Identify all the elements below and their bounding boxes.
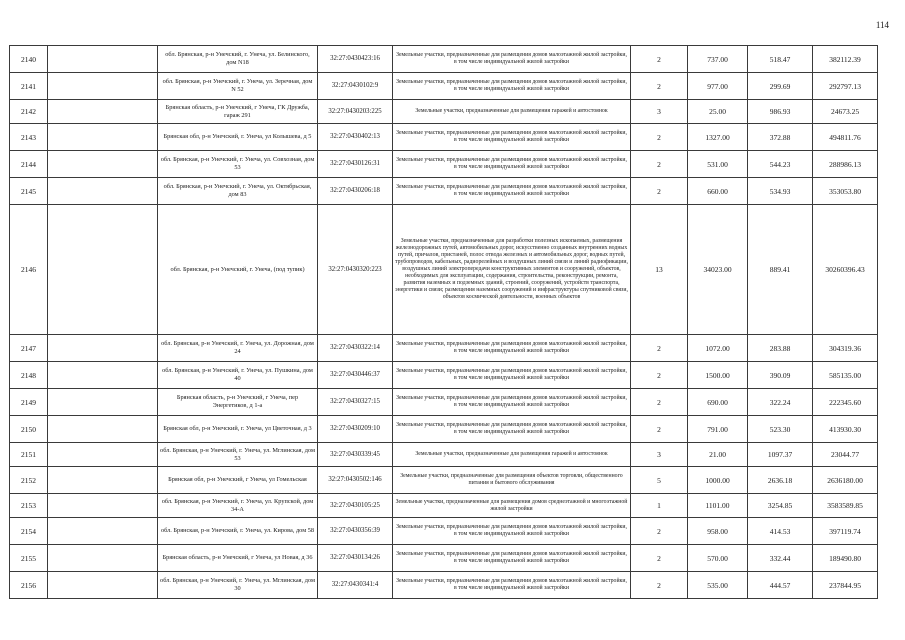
cadastral-number-cell: 32:27:0430134:26 bbox=[318, 545, 393, 572]
table-row bbox=[10, 443, 878, 467]
specific-value-cell: 332.44 bbox=[748, 545, 813, 572]
address-cell: обл. Брянская, р-н Унечский, г. Унеча, ул. Мглинская, дом 53 bbox=[158, 443, 318, 467]
area-cell: 977.00 bbox=[688, 73, 748, 100]
specific-value-cell: 986.93 bbox=[748, 100, 813, 124]
area-cell: 737.00 bbox=[688, 46, 748, 73]
address-cell: обл. Брянская, р-н Унечский, г. Унеча, ул. Совхозная, дом 53 bbox=[158, 151, 318, 178]
cadastral-value-cell: 585135.00 bbox=[813, 362, 878, 389]
table-row bbox=[10, 389, 878, 416]
cadastral-value-cell: 30260396.43 bbox=[813, 205, 878, 335]
area-cell: 1000.00 bbox=[688, 467, 748, 494]
cadastral-number-cell: 32:27:0430102:9 bbox=[318, 73, 393, 100]
cadastral-value-cell: 413930.30 bbox=[813, 416, 878, 443]
use-group-cell: 2 bbox=[631, 545, 688, 572]
page-number: 114 bbox=[875, 20, 889, 30]
land-use-cell: Земельные участки, предназначенные для размещения домов малоэтажной жилой застройки, в том числе индивидуальной жилой застройки bbox=[393, 73, 631, 100]
specific-value-cell: 390.09 bbox=[748, 362, 813, 389]
row-number-cell: 2142 bbox=[10, 100, 48, 124]
address-cell: Брянская обл, р-н Унечский, г. Унеча, ул Колышева, д 5 bbox=[158, 124, 318, 151]
land-use-cell: Земельные участки, предназначенные для размещения домов малоэтажной жилой застройки, в том числе индивидуальной жилой застройки bbox=[393, 124, 631, 151]
row-number-cell: 2146 bbox=[10, 205, 48, 335]
specific-value-cell: 372.88 bbox=[748, 124, 813, 151]
cadastral-value-cell: 2636180.00 bbox=[813, 467, 878, 494]
row-number-cell: 2145 bbox=[10, 178, 48, 205]
land-use-cell: Земельные участки, предназначенные для размещения домов малоэтажной жилой застройки, в том числе индивидуальной жилой застройки bbox=[393, 518, 631, 545]
cadastral-number-cell: 32:27:0430322:14 bbox=[318, 335, 393, 362]
cadastral-value-cell: 23044.77 bbox=[813, 443, 878, 467]
address-cell: обл. Брянская, р-н Унечский, г. Унеча, ул. Октябрьская, дом 83 bbox=[158, 178, 318, 205]
area-cell: 34023.00 bbox=[688, 205, 748, 335]
use-group-cell: 2 bbox=[631, 46, 688, 73]
land-use-cell: Земельные участки, предназначенные для размещения объектов торговли, общественного питания и бытового обслуживания bbox=[393, 467, 631, 494]
use-group-cell: 3 bbox=[631, 100, 688, 124]
specific-value-cell: 3254.85 bbox=[748, 494, 813, 518]
address-cell: обл. Брянская, р-н Унечский, г. Унеча, ул. Пушкина, дом 40 bbox=[158, 362, 318, 389]
blank-cell bbox=[48, 416, 158, 443]
table-row bbox=[10, 178, 878, 205]
use-group-cell: 2 bbox=[631, 518, 688, 545]
table-row bbox=[10, 73, 878, 100]
cadastral-value-cell: 494811.76 bbox=[813, 124, 878, 151]
specific-value-cell: 534.93 bbox=[748, 178, 813, 205]
use-group-cell: 2 bbox=[631, 73, 688, 100]
blank-cell bbox=[48, 518, 158, 545]
address-cell: Брянская область, р-н Унечский, г Унеча, пер Энергетиков, д 1-а bbox=[158, 389, 318, 416]
blank-cell bbox=[48, 178, 158, 205]
cadastral-number-cell: 32:27:0430209:10 bbox=[318, 416, 393, 443]
cadastral-number-cell: 32:27:0430402:13 bbox=[318, 124, 393, 151]
row-number-cell: 2149 bbox=[10, 389, 48, 416]
cadastral-number-cell: 32:27:0430502:146 bbox=[318, 467, 393, 494]
row-number-cell: 2156 bbox=[10, 572, 48, 599]
area-cell: 690.00 bbox=[688, 389, 748, 416]
land-use-cell: Земельные участки, предназначенные для размещения домов малоэтажной жилой застройки, в том числе индивидуальной жилой застройки bbox=[393, 389, 631, 416]
blank-cell bbox=[48, 151, 158, 178]
specific-value-cell: 2636.18 bbox=[748, 467, 813, 494]
land-use-cell: Земельные участки, предназначенные для размещения домов малоэтажной жилой застройки, в том числе индивидуальной жилой застройки bbox=[393, 335, 631, 362]
cadastral-number-cell: 32:27:0430126:31 bbox=[318, 151, 393, 178]
blank-cell bbox=[48, 467, 158, 494]
cadastral-value-cell: 237844.95 bbox=[813, 572, 878, 599]
address-cell: Брянская область, р-н Унечский, г Унеча, ГК Дружба, гараж 291 bbox=[158, 100, 318, 124]
area-cell: 1500.00 bbox=[688, 362, 748, 389]
cadastral-number-cell: 32:27:0430105:25 bbox=[318, 494, 393, 518]
table-row bbox=[10, 545, 878, 572]
blank-cell bbox=[48, 389, 158, 416]
use-group-cell: 3 bbox=[631, 443, 688, 467]
table-row bbox=[10, 518, 878, 545]
area-cell: 21.00 bbox=[688, 443, 748, 467]
use-group-cell: 2 bbox=[631, 362, 688, 389]
row-number-cell: 2147 bbox=[10, 335, 48, 362]
area-cell: 1072.00 bbox=[688, 335, 748, 362]
row-number-cell: 2140 bbox=[10, 46, 48, 73]
table-row bbox=[10, 467, 878, 494]
land-use-cell: Земельные участки, предназначенные для размещения домов среднеэтажной и многоэтажной жилой застройки bbox=[393, 494, 631, 518]
land-use-cell: Земельные участки, предназначенные для размещения гаражей и автостоянок bbox=[393, 443, 631, 467]
use-group-cell: 13 bbox=[631, 205, 688, 335]
address-cell: обл. Брянская, р-н Унечский, г. Унеча, (под тупик) bbox=[158, 205, 318, 335]
specific-value-cell: 544.23 bbox=[748, 151, 813, 178]
use-group-cell: 5 bbox=[631, 467, 688, 494]
specific-value-cell: 518.47 bbox=[748, 46, 813, 73]
table-row bbox=[10, 151, 878, 178]
cadastral-number-cell: 32:27:0430206:18 bbox=[318, 178, 393, 205]
land-use-cell: Земельные участки, предназначенные для разработки полезных ископаемых, размещения железнодорожных путей, автомобильных дорог, искусственно созданных внутренних водных путей, причалов, пристаней, полос отвода железных и автомобильных дорог, водных путей, трубопроводов, кабельных, радиорелейных и воздушных линий связи и линий радиофикации, воздушных линий электропередачи конструктивных элементов и сооружений, объектов, необходимых для эксплуатации, содержания, строительства, реконструкции, ремонта, развития наземных и подземных зданий, строений, сооружений, устройств транспорта, энергетики и связи; размещения наземных сооружений и инфраструктуры спутниковой связи, объектов космической деятельности, военных объектов bbox=[393, 205, 631, 335]
blank-cell bbox=[48, 572, 158, 599]
use-group-cell: 2 bbox=[631, 124, 688, 151]
blank-cell bbox=[48, 100, 158, 124]
row-number-cell: 2144 bbox=[10, 151, 48, 178]
cadastral-value-table bbox=[9, 45, 878, 599]
area-cell: 1327.00 bbox=[688, 124, 748, 151]
specific-value-cell: 414.53 bbox=[748, 518, 813, 545]
row-number-cell: 2141 bbox=[10, 73, 48, 100]
blank-cell bbox=[48, 46, 158, 73]
area-cell: 531.00 bbox=[688, 151, 748, 178]
address-cell: обл. Брянская, р-н Унечский, г. Унеча, ул. Кирова, дом 58 bbox=[158, 518, 318, 545]
table-row bbox=[10, 124, 878, 151]
table-row bbox=[10, 100, 878, 124]
specific-value-cell: 523.30 bbox=[748, 416, 813, 443]
address-cell: обл. Брянская, р-н Унечский, г. Унеча, ул. Дорожная, дом 24 bbox=[158, 335, 318, 362]
land-use-cell: Земельные участки, предназначенные для размещения домов малоэтажной жилой застройки, в том числе индивидуальной жилой застройки bbox=[393, 545, 631, 572]
address-cell: обл. Брянская, р-н Унечский, г. Унеча, ул. Крупской, дом 34-А bbox=[158, 494, 318, 518]
row-number-cell: 2148 bbox=[10, 362, 48, 389]
cadastral-value-cell: 189490.80 bbox=[813, 545, 878, 572]
area-cell: 535.00 bbox=[688, 572, 748, 599]
land-use-cell: Земельные участки, предназначенные для размещения домов малоэтажной жилой застройки, в том числе индивидуальной жилой застройки bbox=[393, 416, 631, 443]
use-group-cell: 2 bbox=[631, 178, 688, 205]
area-cell: 1101.00 bbox=[688, 494, 748, 518]
cadastral-value-cell: 24673.25 bbox=[813, 100, 878, 124]
row-number-cell: 2153 bbox=[10, 494, 48, 518]
area-cell: 660.00 bbox=[688, 178, 748, 205]
land-use-cell: Земельные участки, предназначенные для размещения домов малоэтажной жилой застройки, в том числе индивидуальной жилой застройки bbox=[393, 46, 631, 73]
use-group-cell: 2 bbox=[631, 389, 688, 416]
row-number-cell: 2151 bbox=[10, 443, 48, 467]
cadastral-number-cell: 32:27:0430320:223 bbox=[318, 205, 393, 335]
area-cell: 958.00 bbox=[688, 518, 748, 545]
cadastral-number-cell: 32:27:0430446:37 bbox=[318, 362, 393, 389]
specific-value-cell: 1097.37 bbox=[748, 443, 813, 467]
address-cell: обл. Брянская, р-н Унечский, г. Унеча, ул. Зеречная, дом N 52 bbox=[158, 73, 318, 100]
address-cell: обл. Брянская, р-н Унечский, г. Унеча, ул. Белинского, дом N18 bbox=[158, 46, 318, 73]
row-number-cell: 2154 bbox=[10, 518, 48, 545]
table-body bbox=[10, 46, 878, 599]
row-number-cell: 2152 bbox=[10, 467, 48, 494]
specific-value-cell: 283.88 bbox=[748, 335, 813, 362]
land-use-cell: Земельные участки, предназначенные для размещения домов малоэтажной жилой застройки, в том числе индивидуальной жилой застройки bbox=[393, 362, 631, 389]
blank-cell bbox=[48, 362, 158, 389]
specific-value-cell: 322.24 bbox=[748, 389, 813, 416]
row-number-cell: 2150 bbox=[10, 416, 48, 443]
use-group-cell: 2 bbox=[631, 151, 688, 178]
specific-value-cell: 299.69 bbox=[748, 73, 813, 100]
cadastral-value-cell: 353053.80 bbox=[813, 178, 878, 205]
use-group-cell: 1 bbox=[631, 494, 688, 518]
row-number-cell: 2155 bbox=[10, 545, 48, 572]
use-group-cell: 2 bbox=[631, 335, 688, 362]
cadastral-number-cell: 32:27:0430203:225 bbox=[318, 100, 393, 124]
blank-cell bbox=[48, 545, 158, 572]
blank-cell bbox=[48, 73, 158, 100]
cadastral-number-cell: 32:27:0430341:4 bbox=[318, 572, 393, 599]
land-use-cell: Земельные участки, предназначенные для размещения домов малоэтажной жилой застройки, в том числе индивидуальной жилой застройки bbox=[393, 151, 631, 178]
address-cell: Брянская область, р-н Унечский, г Унеча, ул Новая, д 36 bbox=[158, 545, 318, 572]
area-cell: 791.00 bbox=[688, 416, 748, 443]
cadastral-value-cell: 304319.36 bbox=[813, 335, 878, 362]
table-row bbox=[10, 362, 878, 389]
land-use-cell: Земельные участки, предназначенные для размещения гаражей и автостоянок bbox=[393, 100, 631, 124]
land-use-cell: Земельные участки, предназначенные для размещения домов малоэтажной жилой застройки, в том числе индивидуальной жилой застройки bbox=[393, 572, 631, 599]
address-cell: Брянская обл, р-н Унечский, г. Унеча, ул Цветочная, д 3 bbox=[158, 416, 318, 443]
land-use-cell: Земельные участки, предназначенные для размещения домов малоэтажной жилой застройки, в том числе индивидуальной жилой застройки bbox=[393, 178, 631, 205]
specific-value-cell: 444.57 bbox=[748, 572, 813, 599]
table-row bbox=[10, 335, 878, 362]
cadastral-number-cell: 32:27:0430356:39 bbox=[318, 518, 393, 545]
cadastral-value-cell: 397119.74 bbox=[813, 518, 878, 545]
cadastral-value-cell: 288986.13 bbox=[813, 151, 878, 178]
use-group-cell: 2 bbox=[631, 572, 688, 599]
use-group-cell: 2 bbox=[631, 416, 688, 443]
blank-cell bbox=[48, 443, 158, 467]
row-number-cell: 2143 bbox=[10, 124, 48, 151]
area-cell: 25.00 bbox=[688, 100, 748, 124]
cadastral-value-cell: 292797.13 bbox=[813, 73, 878, 100]
specific-value-cell: 889.41 bbox=[748, 205, 813, 335]
blank-cell bbox=[48, 124, 158, 151]
cadastral-value-cell: 382112.39 bbox=[813, 46, 878, 73]
blank-cell bbox=[48, 335, 158, 362]
cadastral-value-cell: 222345.60 bbox=[813, 389, 878, 416]
table-row bbox=[10, 416, 878, 443]
table-row bbox=[10, 494, 878, 518]
cadastral-number-cell: 32:27:0430339:45 bbox=[318, 443, 393, 467]
address-cell: Брянская обл, р-н Унечский, г Унеча, ул Гомельская bbox=[158, 467, 318, 494]
blank-cell bbox=[48, 205, 158, 335]
table-row bbox=[10, 572, 878, 599]
table-row bbox=[10, 46, 878, 73]
area-cell: 570.00 bbox=[688, 545, 748, 572]
cadastral-number-cell: 32:27:0430423:16 bbox=[318, 46, 393, 73]
cadastral-value-cell: 3583589.85 bbox=[813, 494, 878, 518]
blank-cell bbox=[48, 494, 158, 518]
table-row bbox=[10, 205, 878, 335]
address-cell: обл. Брянская, р-н Унечский, г. Унеча, ул. Мглинская, дом 30 bbox=[158, 572, 318, 599]
cadastral-number-cell: 32:27:0430327:15 bbox=[318, 389, 393, 416]
